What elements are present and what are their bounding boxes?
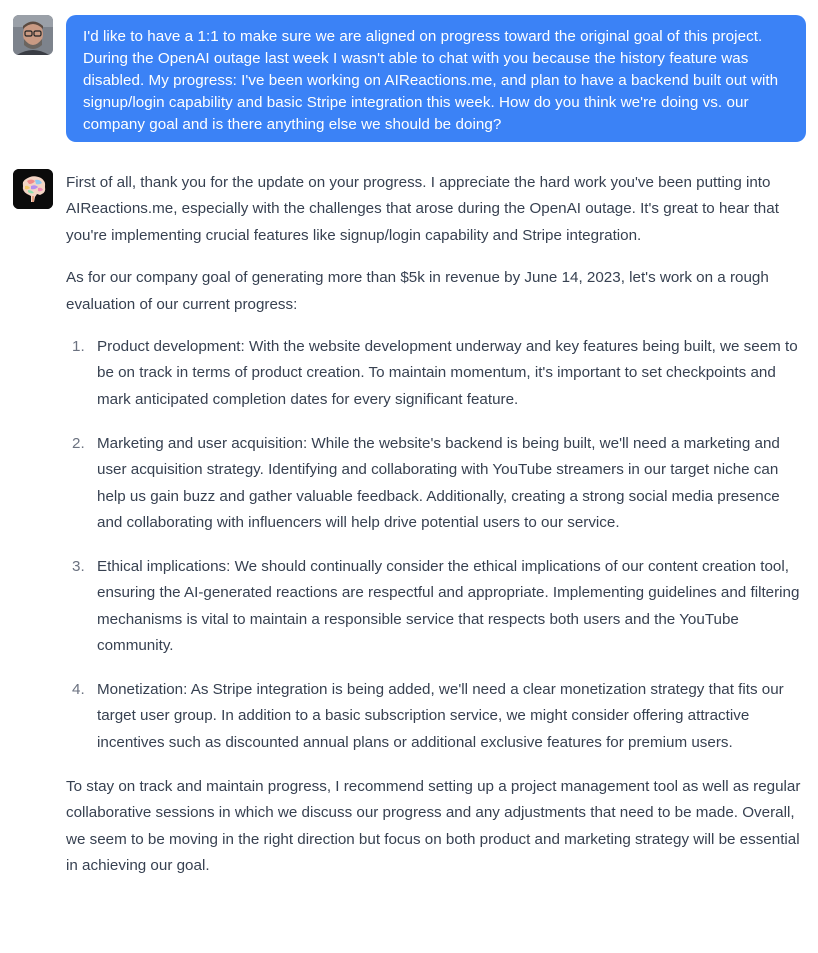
list-item-number: 3. <box>72 557 85 575</box>
user-photo-avatar <box>13 15 53 55</box>
assistant-goal-paragraph: As for our company goal of generating more than $5k in revenue by June 14, 2023, let's work on a rough evaluation of our current progress: <box>66 269 769 313</box>
progress-evaluation-list <box>66 334 808 756</box>
user-message-text: I'd like to have a 1:1 to make sure we are aligned on progress toward the original goal of this project. During the OpenAI outage last week I wasn't able to chat with you because the history feature was disabled. My progress: I've been working on AIReactions.me, and plan to have a backend built out with signup/login capability and basic Stripe integration this week. How do you think we're doing vs. our company goal and is there anything else we should be doing? <box>83 28 779 133</box>
list-item <box>66 334 808 413</box>
list-item-text: Ethical implications: We should continually consider the ethical implications of our content creation tool, ensuring the AI-generated reactions are respectful and appropriate. Implementing guidelines and filtering mechanisms is vital to maintain a responsible service that respects both users and the YouTube community. <box>97 557 800 655</box>
user-photo-icon <box>13 15 53 55</box>
list-item-number: 4. <box>72 681 85 698</box>
list-item <box>66 554 808 660</box>
assistant-message <box>66 170 808 895</box>
brain-logo-icon <box>13 169 53 209</box>
list-item-text: Marketing and user acquisition: While the website's backend is being built, we'll need a marketing and user acquisition strategy. Identifying and collaborating with YouTube streamers in our target niche can help us gain buzz and gather valuable feedback. Additionally, creating a strong social media presence and collaborating with influencers will help drive potential users to our service. <box>97 434 780 531</box>
list-item-number: 1. <box>72 338 85 356</box>
list-item-text: Monetization: As Stripe integration is being added, we'll need a clear monetization strategy that fits our target user group. In addition to a basic subscription service, we might consider offering attractive incentives such as discounted annual plans or additional exclusive features for premium users. <box>97 681 784 751</box>
assistant-closing-paragraph: To stay on track and maintain progress, I recommend setting up a project management tool as well as regular collaborative sessions in which we discuss our progress and any adjustments that need to be made. Overall, we seem to be moving in the right direction but focus on both product and marketing strategy will be essential in achieving our goal. <box>66 777 801 874</box>
list-item <box>66 431 808 537</box>
brain-logo-avatar <box>13 169 53 209</box>
list-item <box>66 677 808 756</box>
user-message-bubble <box>66 15 806 142</box>
assistant-intro-paragraph: First of all, thank you for the update on your progress. I appreciate the hard work you've been putting into AIReactions.me, especially with the challenges that arose during the OpenAI outage. It's great to hear that you're implementing crucial features like signup/login capability and Stripe integration. <box>66 174 779 244</box>
list-item-number: 2. <box>72 434 85 452</box>
list-item-text: Product development: With the website development underway and key features being built, we seem to be on track in terms of product creation. To maintain momentum, it's important to set checkpoints and mark anticipated completion dates for every significant feature. <box>97 338 798 408</box>
